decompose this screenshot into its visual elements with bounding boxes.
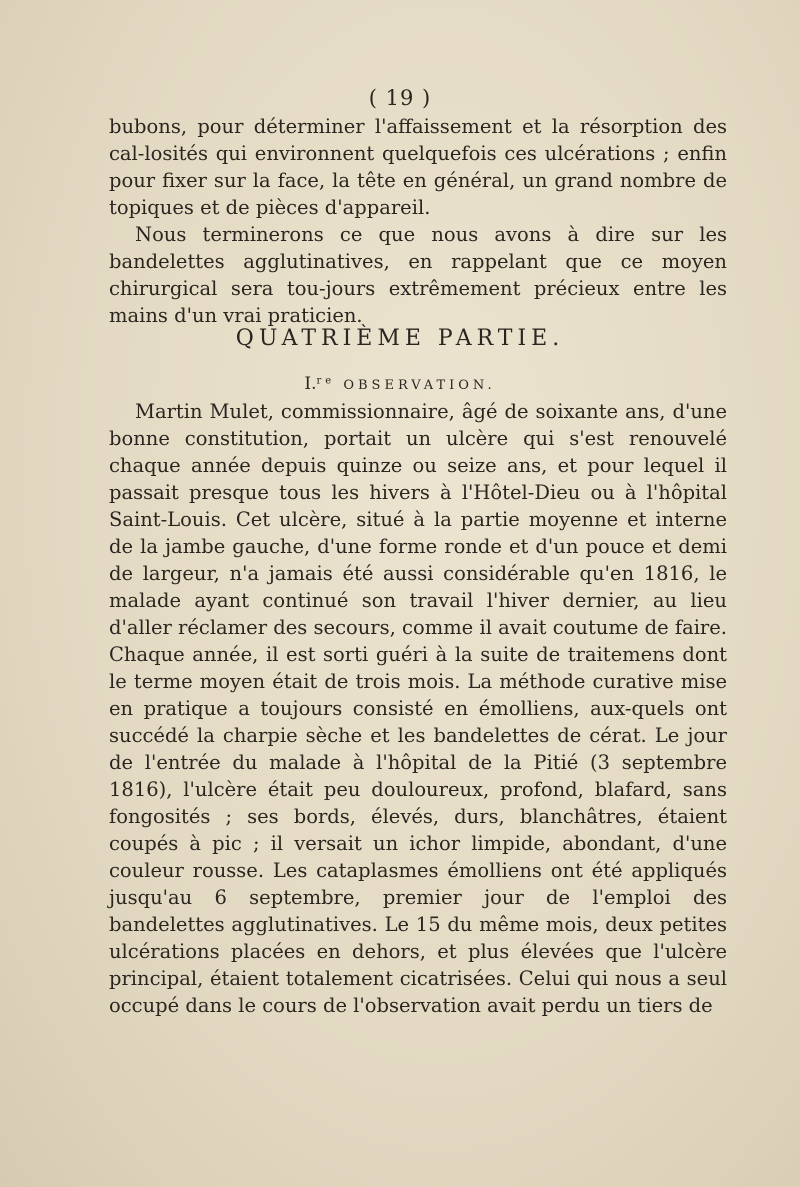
- observation-number-suffix: re: [316, 375, 336, 387]
- page-number: ( 19 ): [368, 86, 432, 110]
- observation-number: I.: [304, 374, 317, 394]
- observation-paragraph: Martin Mulet, commissionnaire, âgé de soixante ans, d'une bonne constitution, portait un ulcère qui s'est renouvelé chaque année depuis quinze ou seize ans, et pour lequel il passait presque tous les hivers à l'Hôtel-Dieu ou à l'hôpital Saint-Louis. Cet ulcère, situé à la partie moyenne et interne de la jambe gauche, d'une forme ronde et d'un pouce et demi de largeur, n'a jamais été aussi considérable qu'en 1816, le malade ayant continué son travail l'hiver dernier, au lieu d'aller réclamer des secours, comme il avait coutume de faire. Chaque année, il est sorti guéri à la suite de traitemens dont le terme moyen était de trois mois. La méthode curative mise en pratique a toujours consisté en émolliens, aux-quels ont succédé la charpie sèche et les bandelettes de cérat. Le jour de l'entrée du malade à l'hôpital de la Pitié (3 septembre 1816), l'ulcère était peu douloureux, profond, blafard, sans fongosités ; ses bords, élevés, durs, blanchâtres, étaient coupés à pic ; il versait un ichor limpide, abondant, d'une couleur rousse. Les cataplasmes émolliens ont été appliqués jusqu'au 6 septembre, premier jour de l'emploi des bandelettes agglutinatives. Le 15 du même mois, deux petites ulcérations placées en dehors, et plus élevées que l'ulcère principal, étaient totalement cicatrisées. Celui qui nous a seul occupé dans le cours de l'observation avait perdu un tiers de: [109, 400, 727, 1017]
- intro-paragraph: bubons, pour déterminer l'affaissement et la résorption des cal-losités qui environnent quelquefois ces ulcérations ; enfin pour fixer sur la face, la tête en général, un grand nombre de topiques et de pièces d'appareil.: [109, 115, 727, 219]
- part-heading: QUATRIÈME PARTIE.: [235, 326, 565, 351]
- observation-heading: [0, 374, 800, 394]
- observation-label: OBSERVATION.: [343, 378, 496, 393]
- observation-body: [109, 398, 727, 1019]
- intro-paragraph: Nous terminerons ce que nous avons à dire sur les bandelettes agglutinatives, en rappelant que ce moyen chirurgical sera tou-jours extrêmement précieux entre les mains d'un vrai praticien.: [109, 223, 727, 327]
- intro-text: [109, 113, 727, 329]
